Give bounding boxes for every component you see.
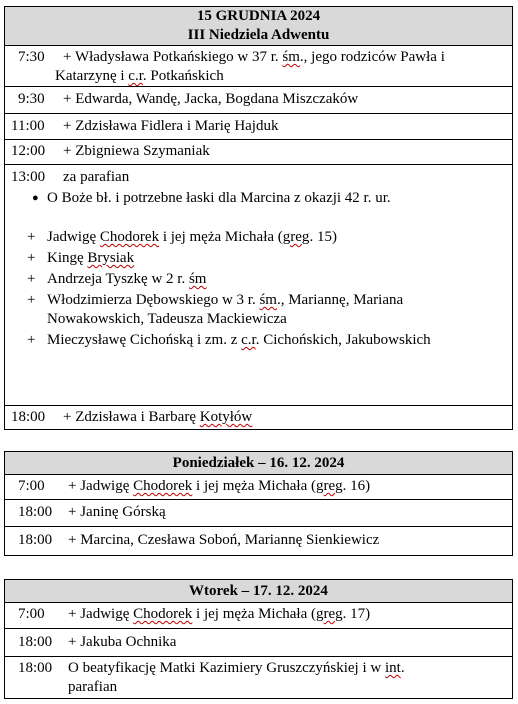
mass-row-cell [5, 500, 513, 527]
list-item: + Jadwigę Chodorek i jej męża Michała (greg. 15) [27, 229, 337, 245]
tuesday-date-title: Wtorek – 17. 12. 2024 [189, 583, 328, 599]
tuesday-schedule-table [4, 579, 513, 699]
mass-row [5, 500, 513, 527]
mass-row-cell [5, 657, 513, 699]
sunday-header-row [5, 7, 513, 46]
mass-time: 7:00 [18, 606, 45, 622]
monday-schedule-table [4, 451, 513, 556]
mass-row-cell [5, 406, 513, 430]
mass-time: 11:00 [11, 118, 45, 134]
mass-row-cell [5, 165, 513, 406]
plus-icon: + [27, 292, 36, 308]
monday-date-title: Poniedziałek – 16. 12. 2024 [172, 455, 345, 471]
monday-header-row [5, 452, 513, 475]
mass-row-cell [5, 527, 513, 556]
mass-intention: + Zbigniewa Szymaniak [63, 143, 210, 159]
mass-time: 18:00 [18, 634, 53, 650]
tuesday-header-cell [5, 580, 513, 603]
mass-time: 7:30 [18, 49, 45, 65]
mass-time: 9:30 [18, 91, 45, 107]
monday-header-cell [5, 452, 513, 475]
mass-row [5, 87, 513, 114]
mass-intention: + Jadwigę Chodorek i jej męża Michała (greg. 16) [68, 478, 371, 494]
mass-time: 18:00 [18, 504, 53, 520]
list-item: ● O Boże bł. i potrzebne łaski dla Marcina z okazji 42 r. ur. [32, 190, 391, 206]
plus-icon: + [27, 332, 36, 348]
mass-row-cell [5, 46, 513, 87]
mass-row-cell [5, 629, 513, 657]
list-item: + Andrzeja Tyszkę w 2 r. śm [27, 271, 207, 287]
mass-intention: + Zdzisława i Barbarę Kotyłów [63, 409, 253, 425]
list-item: + Włodzimierza Dębowskiego w 3 r. śm., Mariannę, Mariana Nowakowskich, Tadeusza Mackiewicza [27, 292, 404, 327]
mass-row-cell [5, 140, 513, 165]
sunday-liturgical-subtitle: III Niedziela Adwentu [187, 27, 330, 43]
mass-row [5, 165, 513, 406]
list-item: + Mieczysławę Cichońską i zm. z c.r. Cichońskich, Jakubowskich [27, 332, 431, 348]
mass-time: 7:00 [18, 478, 45, 494]
list-item: + Kingę Brysiak [27, 250, 135, 266]
mass-time: 18:00 [11, 409, 46, 425]
mass-row [5, 406, 513, 430]
mass-time: 18:00 [18, 532, 53, 548]
bullet-icon: ● [32, 192, 39, 204]
mass-time: 18:00 [18, 660, 53, 676]
mass-intention-line: Katarzynę i c.r. Potkańskich [55, 68, 224, 84]
mass-row [5, 140, 513, 165]
tuesday-header-row [5, 580, 513, 603]
sunday-header-cell [5, 7, 513, 46]
mass-intention: + Edwarda, Wandę, Jacka, Bogdana Miszczaków [63, 91, 359, 107]
mass-intention-line: O beatyfikację Matki Kazimiery Gruszczyńskiej i w int. [68, 660, 405, 676]
mass-row [5, 657, 513, 699]
mass-intention: + Janinę Górską [68, 504, 166, 520]
plus-icon: + [27, 250, 36, 266]
mass-time: 13:00 [11, 169, 46, 185]
plus-icon: + [27, 229, 36, 245]
mass-row-cell [5, 475, 513, 500]
mass-intention: + Zdzisława Fidlera i Marię Hajduk [63, 118, 279, 134]
mass-intention-line: + Władysława Potkańskiego w 37 r. śm., jego rodziców Pawła i [63, 49, 445, 65]
mass-intention: + Jakuba Ochnika [68, 634, 177, 650]
mass-row [5, 475, 513, 500]
mass-row-cell [5, 87, 513, 114]
mass-row [5, 527, 513, 556]
mass-intention-line: parafian [68, 679, 118, 695]
mass-intention: + Marcina, Czesława Soboń, Mariannę Sienkiewicz [68, 532, 380, 548]
sunday-schedule-table [4, 6, 513, 430]
mass-row [5, 629, 513, 657]
mass-row-cell [5, 603, 513, 629]
mass-row [5, 603, 513, 629]
mass-row [5, 114, 513, 140]
plus-icon: + [27, 271, 36, 287]
mass-intention: + Jadwigę Chodorek i jej męża Michała (greg. 17) [68, 606, 371, 622]
mass-time: 12:00 [11, 143, 46, 159]
mass-row-cell [5, 114, 513, 140]
sunday-date-title: 15 GRUDNIA 2024 [196, 8, 321, 24]
mass-row [5, 46, 513, 87]
mass-intention-intro: za parafian [63, 169, 130, 185]
